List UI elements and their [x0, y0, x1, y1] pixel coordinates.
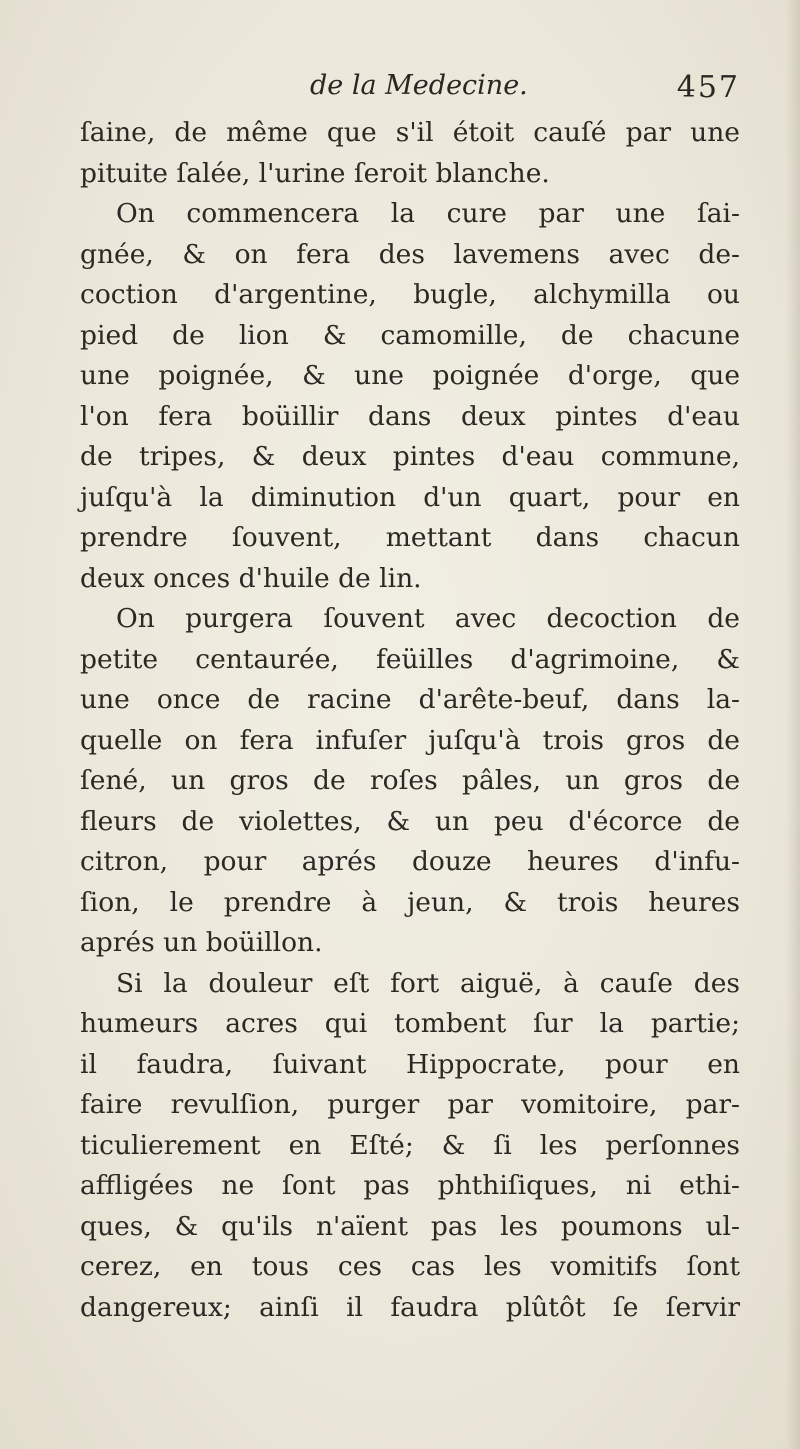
text-line: prendre ſouvent, mettant dans chacun [80, 522, 740, 553]
text-line: il faudra, ſuivant Hippocrate, pour en [80, 1048, 740, 1080]
text-line: ticulierement en Eſté; & ſi les perſonnes [80, 1129, 740, 1161]
text-line: pituite ſalée, l'urine ſeroit blanche. [80, 157, 550, 189]
text-line: ques, & qu'ils n'aïent pas les poumons ul- [80, 1210, 740, 1242]
text-line: ſaine, de même que s'il étoit cauſé par une [80, 117, 740, 148]
text-line: aprés un boüillon. [80, 927, 323, 958]
text-line: coction d'argentine, bugle, alchymilla ou [80, 279, 740, 310]
text-line: gnée, & on fera des lavemens avec de- [80, 238, 740, 270]
text-line: une poignée, & une poignée d'orge, que [80, 360, 740, 391]
text-line: deux onces d'huile de lin. [80, 562, 422, 594]
text-line: juſqu'à la diminution d'un quart, pour en [80, 481, 740, 513]
text-line: l'on fera boüillir dans deux pintes d'eau [80, 400, 740, 432]
page-header [300, 70, 740, 110]
text-line: de tripes, & deux pintes d'eau commune, [80, 441, 740, 472]
text-line: fleurs de violettes, & un peu d'écorce de [80, 805, 740, 837]
page-number: 457 [676, 70, 740, 105]
text-line: cerez, en tous ces cas les vomitifs ſont [80, 1251, 740, 1282]
text-line: faire revulſion, purger par vomitoire, par- [80, 1089, 740, 1120]
text-line: On commencera la cure par une ſai- [116, 198, 740, 229]
text-line: quelle on fera infuſer juſqu'à trois gros de [80, 724, 740, 756]
page-edge-shadow [786, 0, 800, 1449]
running-title: de la Medecine. [310, 70, 528, 101]
text-line: petite centaurée, feüilles d'agrimoine, & [80, 643, 740, 675]
text-line: ſion, le prendre à jeun, & trois heures [80, 886, 740, 918]
text-line: affligées ne ſont pas phthiſiques, ni ethi- [80, 1170, 740, 1201]
text-line: humeurs acres qui tombent ſur la partie; [80, 1008, 740, 1039]
text-line: une once de racine d'arête-beuf, dans la- [80, 684, 740, 715]
body-text [80, 113, 740, 1328]
text-line: pied de lion & camomille, de chacune [80, 319, 740, 351]
text-line: dangereux; ainſi il faudra plûtôt ſe ſervir [80, 1291, 740, 1323]
text-line: On purgera ſouvent avec decoction de [116, 603, 740, 634]
text-line: Si la douleur eſt fort aiguë, à cauſe des [116, 967, 740, 999]
text-line: ſené, un gros de roſes pâles, un gros de [80, 765, 740, 796]
text-line: citron, pour aprés douze heures d'infu- [80, 846, 740, 877]
